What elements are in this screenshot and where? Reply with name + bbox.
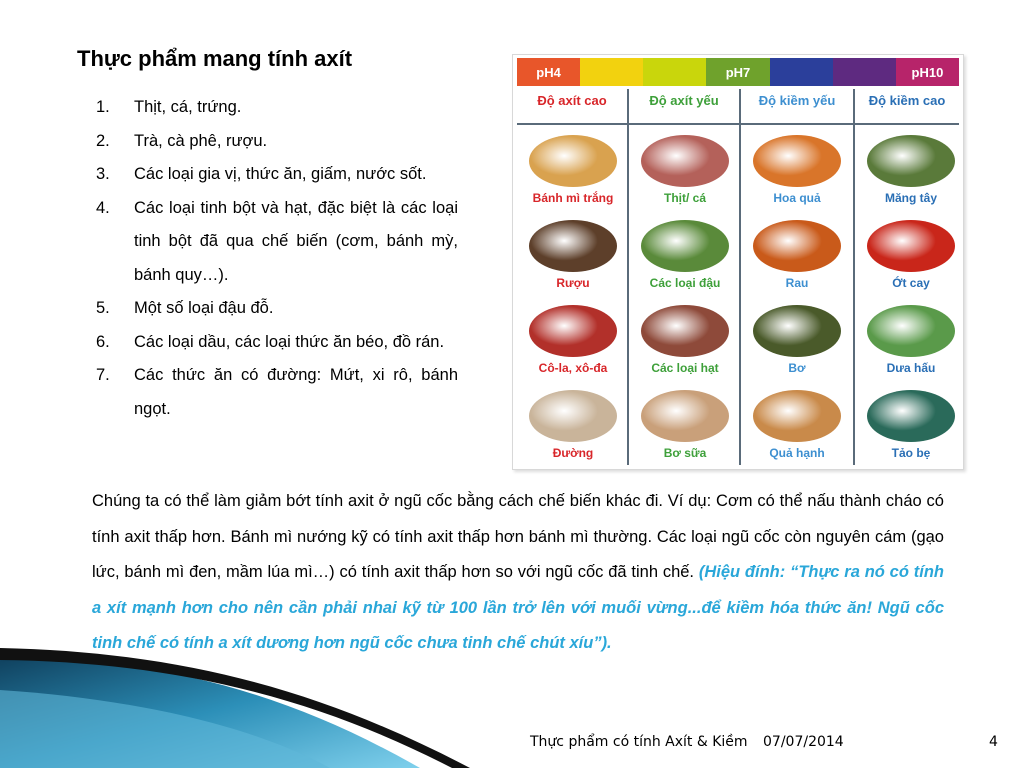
food-label: Rượu <box>556 276 590 290</box>
food-photo-icon <box>641 220 729 272</box>
food-label: Bánh mì trắng <box>532 191 614 205</box>
list-item: 5. Một số loại đậu đỗ. <box>96 299 274 317</box>
food-label: Bơ <box>788 361 806 375</box>
food-photo-icon <box>753 390 841 442</box>
food-cell <box>629 214 741 304</box>
food-cell <box>855 129 967 219</box>
footer-date: 07/07/2014 <box>763 734 844 750</box>
ph-segment: pH4 <box>517 58 580 86</box>
list-item: 2. Trà, cà phê, rượu. <box>96 131 268 150</box>
ph-segment: pH10 <box>896 58 959 86</box>
food-label: Đường <box>552 446 594 460</box>
food-cell <box>741 214 853 304</box>
food-photo-icon <box>867 135 955 187</box>
food-cell <box>517 214 629 304</box>
food-label: Quả hạnh <box>769 446 825 460</box>
slide-title: Thực phẩm mang tính axít <box>77 46 353 71</box>
food-label: Rau <box>785 276 809 290</box>
food-cell <box>741 384 853 474</box>
ph-segment <box>580 58 643 86</box>
ph-segment: pH7 <box>706 58 769 86</box>
ph-segment <box>643 58 706 86</box>
food-label: Ớt cay <box>892 276 930 290</box>
ph-food-chart <box>512 54 964 470</box>
column-header: Độ axít cao <box>537 93 607 108</box>
food-cell <box>517 129 629 219</box>
food-label: Các loại đậu <box>649 276 721 290</box>
food-cell <box>629 384 741 474</box>
food-label: Cô-la, xô-đa <box>538 361 608 375</box>
food-cell <box>855 384 967 474</box>
column-header: Độ axít yếu <box>649 93 719 108</box>
food-cell <box>741 299 853 389</box>
food-photo-icon <box>529 135 617 187</box>
column-header: Độ kiềm yếu <box>758 93 836 108</box>
acidic-foods-list <box>96 91 458 426</box>
food-cell <box>517 299 629 389</box>
food-cell <box>517 384 629 474</box>
body-paragraph <box>92 484 944 662</box>
food-label: Thịt/ cá <box>663 191 706 205</box>
column-header: Độ kiềm cao <box>868 93 946 108</box>
food-label: Tảo bẹ <box>891 446 931 460</box>
ph-scale-bar <box>517 58 959 86</box>
food-label: Dưa hấu <box>886 361 936 375</box>
ph-segment <box>833 58 896 86</box>
list-item: 3. Các loại gia vị, thức ăn, giấm, nước sốt. <box>96 165 427 183</box>
food-cell <box>741 129 853 219</box>
food-photo-icon <box>753 135 841 187</box>
list-item: 7. Các thức ăn có đường: Mứt, xi rô, bánh ngọt. <box>96 366 458 418</box>
list-item: 6. Các loại dầu, các loại thức ăn béo, đồ rán. <box>96 332 445 351</box>
list-item: 4. Các loại tinh bột và hạt, đặc biệt là các loại tinh bột đã qua chế biến (cơm, bánh mỳ, bánh quy…). <box>96 198 458 284</box>
food-label: Măng tây <box>884 191 937 205</box>
food-cell <box>629 129 741 219</box>
food-photo-icon <box>641 305 729 357</box>
food-cell <box>855 299 967 389</box>
food-photo-icon <box>867 220 955 272</box>
food-photo-icon <box>529 220 617 272</box>
ph-segment <box>770 58 833 86</box>
paragraph-text: Chúng ta có thể làm giảm bớt tính axit ở ngũ cốc bằng cách chế biến khác đi. Ví dụ: Cơm có thể nấu thành cháo có tính axit thấp hơn. Bánh mì nướng kỹ có tính axit thấp hơn bánh mì thường. Các loại ngũ cốc còn nguyên cám (gạo lức, bánh mì đen, mầm lúa mì…) có tính axit thấp hơn so với ngũ cốc đã tinh chế. <box>92 492 944 581</box>
chart-divider <box>517 123 959 125</box>
food-photo-icon <box>641 390 729 442</box>
page-number: 4 <box>989 734 998 750</box>
food-label: Các loại hạt <box>651 361 719 375</box>
food-photo-icon <box>867 390 955 442</box>
food-photo-icon <box>753 305 841 357</box>
food-photo-icon <box>529 305 617 357</box>
food-label: Hoa quả <box>773 191 821 205</box>
food-cell <box>855 214 967 304</box>
food-label: Bơ sữa <box>663 446 707 460</box>
list-item: 1. Thịt, cá, trứng. <box>96 98 242 116</box>
food-photo-icon <box>641 135 729 187</box>
food-photo-icon <box>867 305 955 357</box>
food-photo-icon <box>529 390 617 442</box>
food-cell <box>629 299 741 389</box>
footer-title: Thực phẩm có tính Axít & Kiềm <box>530 734 748 750</box>
editor-note: (Hiệu đính: “Thực ra nó có tính a xít mạnh hơn cho nên cần phải nhai kỹ từ 100 lần trở lên với muối vừng...để kiềm hóa thức ăn! Ngũ cốc tinh chế có tính a xít dương hơn ngũ cốc chưa tinh chế chút xíu”). <box>92 563 944 652</box>
food-photo-icon <box>753 220 841 272</box>
